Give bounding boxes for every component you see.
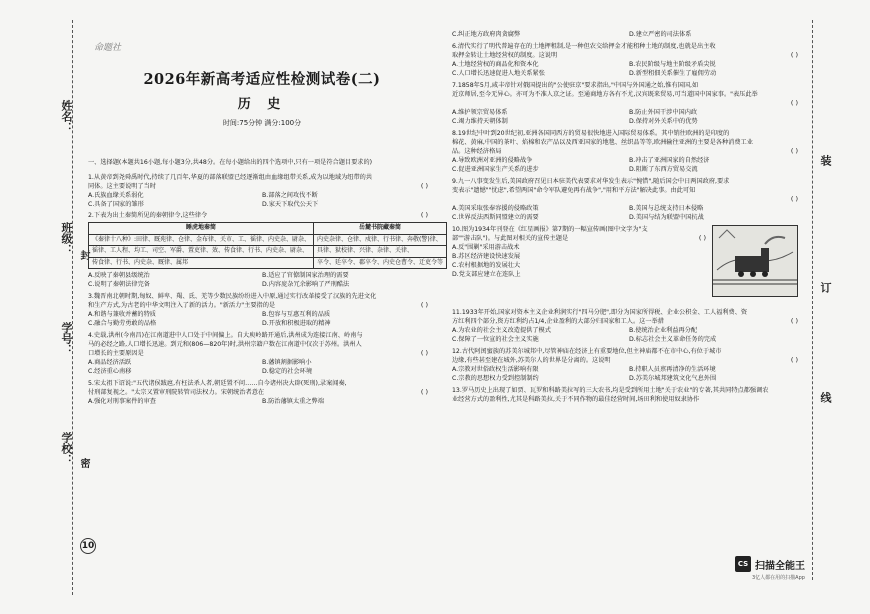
- section-instructions: 一、选择题(本题共16小题,每小题3分,共48分。在每小题给出的四个选项中,只有一项是符合题目要求的): [88, 159, 373, 166]
- side-xian: 线: [819, 392, 832, 403]
- question-stem-line: 边缘,有些甚至建在城外,苏美尔人的世界是分离的。这说明: [452, 357, 611, 364]
- question-stem-line: 10.图为1934年刊登在《红星画报》第7期的一幅宣传画(图中文字为"支: [452, 226, 648, 233]
- question-stem-line: 11.1933年开始,国家对资本主义企业利润实行"四马分肥",即分为国家所得税、企业公积金、工人福利费、资: [452, 309, 748, 316]
- options-row: [452, 213, 806, 222]
- question-stem-line: 8.19世纪中叶到20世纪初,亚洲各国同西方的贸易很快地进入国际贸易体系。其中销往欧洲的是印度的: [452, 130, 730, 137]
- option-a: A.反"围剿"采用游击战术: [452, 244, 520, 251]
- question-5-continued: [452, 30, 806, 39]
- options-row: [88, 319, 436, 328]
- options-row: [452, 60, 806, 69]
- options-row: [452, 335, 806, 344]
- question-stem-line: 业经营方式的盈利性,尤其是科路美拉,关于不同作物的最佳经营时间,场田利和使用奴隶协作: [452, 396, 700, 403]
- table-cell: 内史杂律、仓律、戍律、行书律、奔敬(警)律、: [314, 234, 447, 246]
- answer-paren: ( ): [698, 234, 706, 242]
- question-11: [452, 308, 806, 344]
- question-stem-line: 3.魏晋南北朝时期,匈奴、鲜卑、羯、氐、羌等少数民族纷纷进入中原,通过实行改革接受了汉族的先进文化: [88, 293, 377, 300]
- question-stem-line: 近京师居,至今无异心。亦可为不准人京之证。至通商地方各有不尤,汉宾既来贸易,可当道国中国家事。"表压此举: [452, 91, 758, 98]
- question-stem-line: 变表示"遗憾""忧虑",希望两国"命令军队避免再有战争","用和平方法"解决此事。由此可知: [452, 187, 696, 194]
- option-c: C.经济重心南移: [88, 368, 132, 375]
- scanner-app-tagline: 3亿人都在用的扫描App: [752, 575, 805, 581]
- question-stem-line: 2.下表为出土秦简所见的秦朝律令,这些律令: [88, 212, 208, 219]
- option-c: C.融合与勤劳勇敢的品格: [88, 320, 157, 327]
- option-d: D.开放和积极进取的精神: [262, 320, 331, 327]
- options-row: [88, 358, 436, 367]
- answer-paren: ( ): [790, 147, 798, 155]
- option-b: B.适应了官僚制国家治理的需要: [262, 272, 349, 279]
- option-b: B.藩镇割据影响小: [262, 359, 312, 366]
- options-row: [452, 108, 806, 117]
- question-stem-line: 棉花、黄麻,中国的茶叶、焰棉和农产品以及西亚国家的地毯、丝织品等等,欧洲输往亚洲的主要是各种消费工业: [452, 139, 753, 146]
- table-header-cell: 岳麓书院藏秦简: [314, 223, 447, 235]
- option-d: D.稳定的社会环境: [262, 368, 313, 375]
- option-c: C.宗教的思想权力受到控制制约: [452, 375, 539, 382]
- option-d: D.党支部应建立在连队上: [452, 271, 521, 278]
- table-row: [89, 246, 447, 258]
- options-row: [452, 204, 806, 213]
- table-cell: 具律、狱校律、兴律、杂律、关律、: [314, 246, 447, 258]
- option-a: A.为农业的社会主义改造提供了模式: [452, 327, 551, 334]
- question-stem-line: 马的必经之路,人口增长迅速。到元和(806—820年)时,洪州宗籍户数在江南道中仅次于苏州。洪州人: [88, 341, 362, 348]
- scanner-app-name: 扫描全能王: [755, 560, 805, 572]
- option-c: C.世界反法西斯同盟建立的需要: [452, 214, 539, 221]
- option-a: A.维护领宗贸易体系: [452, 109, 508, 116]
- option-d: D.家天下取代公天下: [262, 201, 319, 208]
- option-a: A.导致欧洲对亚洲的侵略战争: [452, 157, 533, 164]
- option-a: A.土地经营权的商品化和资本化: [452, 61, 539, 68]
- question-5: [88, 379, 436, 406]
- question-3: [88, 292, 436, 328]
- question-stem-line: 付刑部复视之。"太宗又置审刑院转管司法权力。宋朝统治者意在: [88, 389, 265, 396]
- seal-label: 封: [78, 250, 89, 260]
- option-b: B.苏区经济建设快速发展: [452, 253, 521, 260]
- options-row: [452, 69, 806, 78]
- answer-paren: ( ): [420, 349, 428, 357]
- answer-paren: ( ): [790, 99, 798, 107]
- question-stem-line: 7.1858年5月,咸丰帝针对俄国提出的"公使驻京"要求指出,"中国与外国通之始,惟有国国,如: [452, 82, 699, 89]
- options-row: [452, 117, 806, 126]
- publisher-logo: 命题社: [94, 43, 122, 53]
- option-d: D.内容庞杂冗余影响了严刑酷法: [262, 281, 350, 288]
- question-6: [452, 42, 806, 78]
- table-cell: 传食律、行书、内史杂、厩律、属邦: [89, 257, 314, 269]
- options-row: [452, 156, 806, 165]
- options-row: [88, 310, 436, 319]
- exam-header: [88, 38, 436, 158]
- table-cell: 徭律、工人程、均工、司空、军爵、置吏律、效、传食律、行书、内史杂、尉杂、: [89, 246, 314, 258]
- class-label: 班级：: [60, 222, 73, 255]
- option-a: A.和谐与兼收并蓄的特质: [88, 311, 156, 318]
- scanner-watermark: [735, 556, 805, 572]
- answer-paren: ( ): [790, 195, 798, 203]
- question-stem-line: 1.从黄帝到尧舜禹时代,持续了几百年,华夏的部落联盟已经逐渐组由血缘组带关系,成为以地域为纽带的共: [88, 174, 373, 181]
- question-9: [452, 177, 806, 222]
- answer-paren: ( ): [420, 182, 428, 190]
- option-c: C.竭力维持天朝体制: [452, 118, 508, 125]
- answer-paren: ( ): [420, 388, 428, 396]
- option-b: B.部落之间攻伐不断: [262, 192, 318, 199]
- option-b: B.使统治企业利益再分配: [629, 327, 698, 334]
- question-stem-line: 5.宋太祖下诏说:"五代诸侯跋扈,有枉法杀人者,朝廷置不问……自今诸州决大辟(死刑),录案闻奏,: [88, 380, 347, 387]
- school-label: 学校：: [60, 432, 73, 465]
- option-c: C.纠正地方政府肉贪腐弊: [452, 31, 521, 38]
- table-row: [89, 234, 447, 246]
- answer-paren: ( ): [420, 211, 428, 219]
- question-stem-line: 部""游击队")。与此图对相关的宣传主题是: [452, 235, 569, 242]
- camscanner-logo-icon: CS: [735, 556, 751, 572]
- table-cell: 《秦律十八种》:田律、厩苑律、仓律、金布律、关市、工、徭律、内史杂、尉杂、: [89, 234, 314, 246]
- option-d: D.建立严密的司法体系: [629, 31, 692, 38]
- question-4: [88, 331, 436, 376]
- question-13: [452, 386, 806, 404]
- option-c: C.人口增长迅速促进人地关系紧张: [452, 70, 545, 77]
- exam-title: 2026年新高考适应性检测试卷(二): [143, 71, 381, 88]
- table-header-row: [89, 223, 447, 235]
- propaganda-illustration: [712, 225, 798, 297]
- seal-label-2: 密: [78, 458, 89, 468]
- option-d: D.阻断了东西方贸易交流: [629, 166, 698, 173]
- options-row: [452, 30, 806, 39]
- options-row: [88, 191, 436, 200]
- option-d: D.新型租佃关系催生了雇佣劳动: [629, 70, 717, 77]
- question-stem-line: 6.清代实行了明代普遍存在的土地押租制,是一种但农交给押金才能租种土地的制度,也就是出主收: [452, 43, 716, 50]
- question-2: [88, 211, 444, 289]
- options-row: [452, 326, 806, 335]
- side-ding: 订: [819, 282, 832, 293]
- option-a: A.强化对刑事案件的审查: [88, 398, 156, 405]
- question-stem-line: 取押金转让土地经营权的制度。这说明: [452, 52, 558, 59]
- option-a: A.宗教对世俗政权生活影响有限: [452, 366, 539, 373]
- right-column: [452, 30, 806, 590]
- options-row: [452, 365, 806, 374]
- options-row: [88, 280, 436, 289]
- question-stem-line: 12.古代阿闰蜜族的苏美尔城邦中,尽管神庙在经济上有重要地位,但主神庙都不在市中心,有位于城市: [452, 348, 722, 355]
- option-b: B.防治藩镇太重之弊端: [262, 398, 324, 405]
- table-row: [89, 257, 447, 269]
- question-stem-line: 9.九一八事变发生后,美国政府召见日本驻美代表要求对华发生表示"惋惜",随后国会中日两国政府,要求: [452, 178, 730, 185]
- option-c: C.说明了秦朝法律完备: [88, 281, 150, 288]
- option-a: A.商品经济活跃: [88, 359, 132, 366]
- student-no-label: 学号：: [60, 322, 73, 355]
- train-illustration-icon: [713, 226, 797, 296]
- option-b: B.农民阶级与地主阶级矛盾尖锐: [629, 61, 716, 68]
- option-b: B.持职人员禀再清净的生活环境: [629, 366, 716, 373]
- question-stem-line: 方红利四个部分,资方红利约占1/4,企业盈利的大部分归国家和工人。这一举措: [452, 318, 664, 325]
- answer-paren: ( ): [790, 51, 798, 59]
- question-1: [88, 173, 436, 209]
- question-8: [452, 129, 806, 174]
- question-stem-line: 13.罗马历史上出现了如贾、瓦罗和科路美拉写的三大农书,均是受到所用土地"关于农业"的专著,其共同特点都强调农: [452, 387, 769, 394]
- question-stem-line: 4.史载,洪州(今南昌)在江南道进中人口处于中间偏上。自大庾岭路开通后,洪州成为连接江南、岭南与: [88, 332, 363, 339]
- option-a: A.氏族血缘关系弱化: [88, 192, 144, 199]
- table-header-cell: 睡虎地秦简: [89, 223, 314, 235]
- option-d: D.保持对外关系中的优势: [629, 118, 698, 125]
- options-row: [452, 165, 806, 174]
- option-d: D.苏美尔城邦建筑文化气息外围: [629, 375, 717, 382]
- options-row: [452, 374, 806, 383]
- option-a: A.美国采取张奉容援的侵略政策: [452, 205, 539, 212]
- options-row: [88, 367, 436, 376]
- qin-law-table: [88, 222, 447, 269]
- question-stem-line: 同体。这主要说明了当时: [88, 183, 157, 190]
- question-stem-line: 品。这种经济格局: [452, 148, 502, 155]
- options-row: [88, 271, 436, 280]
- question-stem-line: 和生产方式,为古老的中华文明注入了新的活力。"新活力"主要指的是: [88, 302, 276, 309]
- answer-paren: ( ): [420, 301, 428, 309]
- option-b: B.包容与互惠互利的品质: [262, 311, 331, 318]
- right-binding-dash-line: [812, 20, 813, 580]
- answer-paren: ( ): [790, 317, 798, 325]
- option-b: B.美国与总统支持日本侵略: [629, 205, 704, 212]
- options-row: [88, 200, 436, 209]
- question-10: [452, 225, 806, 305]
- option-d: D.标志社会主义革命任务的完成: [629, 336, 717, 343]
- page-number: 10: [80, 538, 96, 554]
- exam-subject: 历 史: [237, 97, 287, 112]
- table-cell: 卒令、廷卒令、郡卒令、内史仓曹令、迁吏令等: [314, 257, 447, 269]
- option-c: C.保障了一位宣的社会主义实施: [452, 336, 539, 343]
- option-b: B.冲击了亚洲国家的自然经济: [629, 157, 710, 164]
- option-a: A.反映了秦朝县级统治: [88, 272, 150, 279]
- question-stem-line: 口增长的主要原因是: [88, 350, 144, 357]
- option-d: D.美国与结为联盟中国抗战: [629, 214, 704, 221]
- exam-meta: 时间:75分钟 满分:100分: [222, 119, 302, 127]
- side-zhuang: 装: [819, 155, 832, 166]
- name-label: 姓名：: [60, 100, 73, 133]
- left-column: [88, 38, 444, 583]
- option-b: B.防止外国干涉中国内政: [629, 109, 698, 116]
- question-7: [452, 81, 806, 126]
- answer-paren: ( ): [790, 356, 798, 364]
- option-c: C.具备了国家的雏形: [88, 201, 144, 208]
- option-c: C.农村根据地的发展壮大: [452, 262, 521, 269]
- options-row: [88, 397, 436, 406]
- option-c: C.促进亚洲国家生产关系的进步: [452, 166, 539, 173]
- question-12: [452, 347, 806, 383]
